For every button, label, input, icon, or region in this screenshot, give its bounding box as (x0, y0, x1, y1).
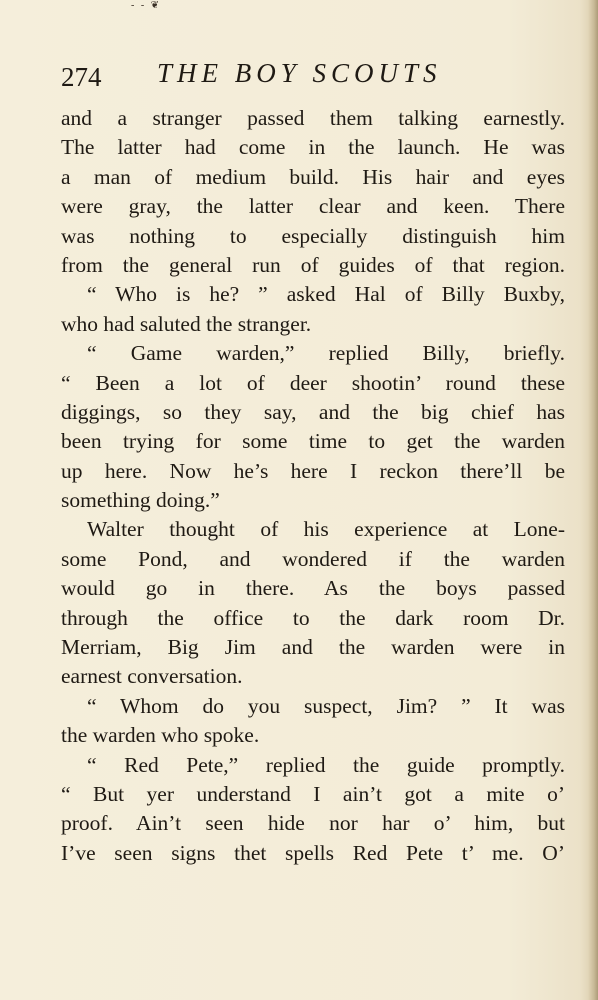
text-line: was nothing to especially distinguish him (61, 223, 565, 248)
text-line: “ Whom do you suspect, Jim? ” It was (87, 693, 565, 718)
text-line: I’ve seen signs thet spells Red Pete t’ me. O’ (61, 840, 565, 865)
text-line: were gray, the latter clear and keen. There (61, 194, 565, 219)
text-line: from the general run of guides of that region. (61, 252, 565, 277)
text-line: through the office to the dark room Dr. (61, 605, 565, 630)
text-line: The latter had come in the launch. He was (61, 135, 565, 160)
text-line: diggings, so they say, and the big chief has (61, 399, 565, 424)
text-line: and a stranger passed them talking earnestly. (61, 106, 565, 130)
text-line: the warden who spoke. (61, 723, 260, 748)
text-line: proof. Ain’t seen hide nor har o’ him, but (61, 811, 565, 836)
text-line: “ Been a lot of deer shootin’ round these (61, 370, 565, 395)
body-text (61, 104, 565, 868)
text-line: some Pond, and wondered if the warden (61, 546, 565, 571)
text-line: Merriam, Big Jim and the warden were in (61, 635, 565, 660)
text-line: who had saluted the stranger. (61, 311, 312, 336)
text-line: would go in there. As the boys passed (61, 576, 565, 601)
text-line: been trying for some time to get the warden (61, 429, 565, 454)
page-header (61, 56, 531, 94)
text-line: “ Who is he? ” asked Hal of Billy Buxby, (87, 282, 565, 307)
printer-mark: - - ❦ (131, 0, 162, 11)
text-line: something doing.” (61, 488, 220, 513)
text-line: earnest conversation. (61, 664, 243, 689)
text-line: “ But yer understand I ain’t got a mite o’ (61, 781, 565, 806)
text-line: “ Game warden,” replied Billy, briefly. (87, 341, 565, 366)
page-number: 274 (61, 62, 102, 92)
text-line: up here. Now he’s here I reckon there’ll be (61, 458, 565, 483)
running-head: THE BOY SCOUTS (157, 58, 442, 88)
text-line: a man of medium build. His hair and eyes (61, 164, 565, 189)
text-line: “ Red Pete,” replied the guide promptly. (87, 752, 565, 777)
page-edge-shadow (588, 0, 598, 1000)
text-line: Walter thought of his experience at Lone- (87, 517, 565, 542)
